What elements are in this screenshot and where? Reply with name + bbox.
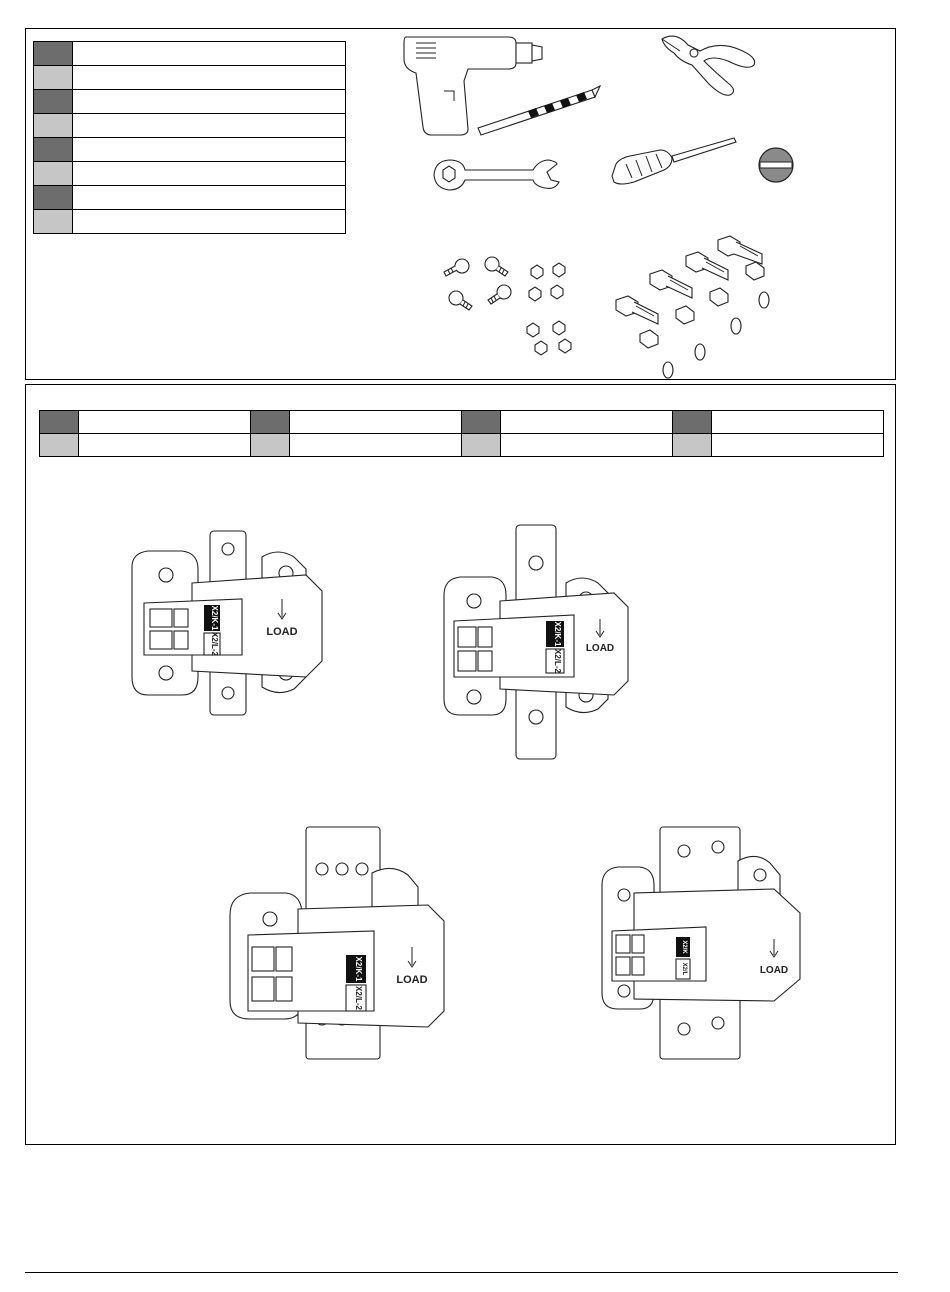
legend-text bbox=[712, 434, 884, 457]
legend-text bbox=[73, 186, 346, 210]
legend-swatch-dark bbox=[251, 411, 290, 434]
terminal-label-top: X2/K-1 bbox=[210, 605, 219, 631]
wrench-icon bbox=[431, 154, 561, 194]
slotted-screw-head-icon bbox=[756, 145, 796, 185]
tools-panel bbox=[25, 28, 896, 380]
current-transformer-1 bbox=[126, 527, 336, 717]
legend-row bbox=[34, 210, 346, 234]
terminal-label-bottom: X2/L-2 bbox=[553, 648, 562, 674]
legend-row bbox=[34, 138, 346, 162]
terminal-label-bottom: X2/L-2 bbox=[354, 985, 363, 1011]
mounting-panel bbox=[25, 384, 896, 1145]
legend-swatch-light bbox=[40, 434, 79, 457]
terminal-label-top: X2/K bbox=[681, 940, 687, 954]
legend-swatch-light bbox=[34, 210, 73, 234]
small-screws-icon bbox=[438, 254, 518, 319]
legend-text bbox=[79, 434, 251, 457]
legend-swatch-light bbox=[34, 66, 73, 90]
load-arrow-label: LOAD bbox=[396, 974, 428, 986]
legend-text bbox=[73, 210, 346, 234]
legend-swatch-light bbox=[251, 434, 290, 457]
legend-swatch-dark bbox=[673, 411, 712, 434]
legend-swatch-dark bbox=[34, 90, 73, 114]
legend-swatch-dark bbox=[462, 411, 501, 434]
legend-text bbox=[73, 66, 346, 90]
legend-swatch-dark bbox=[34, 42, 73, 66]
legend-row-light bbox=[40, 434, 884, 457]
legend-row bbox=[34, 114, 346, 138]
legend-text bbox=[290, 434, 462, 457]
load-arrow-label: LOAD bbox=[585, 643, 615, 654]
legend-swatch-light bbox=[673, 434, 712, 457]
tools-legend-table bbox=[33, 41, 346, 234]
legend-row bbox=[34, 66, 346, 90]
legend-text bbox=[501, 434, 673, 457]
legend-text bbox=[73, 138, 346, 162]
terminal-label-top: X2/K-1 bbox=[553, 621, 562, 647]
legend-text bbox=[79, 411, 251, 434]
load-arrow-label: LOAD bbox=[759, 965, 789, 976]
screwdriver-icon bbox=[606, 134, 746, 194]
legend-text bbox=[73, 90, 346, 114]
legend-row bbox=[34, 90, 346, 114]
legend-row bbox=[34, 42, 346, 66]
legend-swatch-light bbox=[462, 434, 501, 457]
drill-bit-icon bbox=[474, 84, 604, 139]
cutting-pliers-icon bbox=[658, 31, 768, 101]
legend-row-dark bbox=[40, 411, 884, 434]
load-arrow-label: LOAD bbox=[266, 626, 298, 638]
legend-text bbox=[73, 42, 346, 66]
terminal-label-bottom: X2/L bbox=[681, 962, 687, 976]
legend-swatch-light bbox=[34, 114, 73, 138]
legend-text bbox=[712, 411, 884, 434]
legend-text bbox=[290, 411, 462, 434]
legend-swatch-dark bbox=[34, 138, 73, 162]
legend-swatch-dark bbox=[34, 186, 73, 210]
legend-swatch-dark bbox=[40, 411, 79, 434]
legend-text bbox=[73, 114, 346, 138]
current-transformer-3 bbox=[222, 823, 476, 1063]
legend-row bbox=[34, 162, 346, 186]
footer-rule bbox=[25, 1272, 898, 1273]
legend-swatch-light bbox=[34, 162, 73, 186]
current-transformer-4 bbox=[594, 823, 804, 1063]
legend-text bbox=[501, 411, 673, 434]
bolts-nuts-washers-icon bbox=[606, 234, 776, 379]
terminal-label-top: X2/K-1 bbox=[354, 956, 363, 982]
terminal-label-bottom: X2/L-2 bbox=[210, 631, 219, 657]
legend-text bbox=[73, 162, 346, 186]
legend-row bbox=[34, 186, 346, 210]
mounting-legend-table bbox=[39, 410, 884, 457]
small-nuts-icon bbox=[521, 261, 581, 361]
current-transformer-2 bbox=[438, 521, 658, 763]
